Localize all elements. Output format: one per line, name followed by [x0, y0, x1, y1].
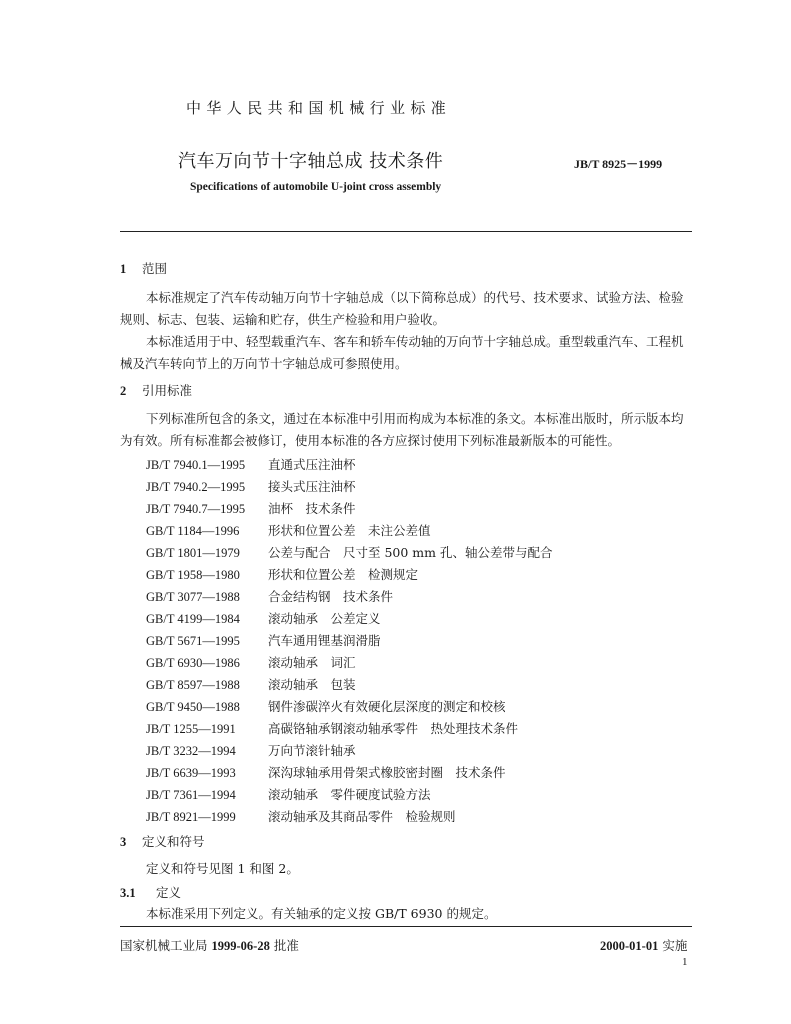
reference-title: 滚动轴承及其商品零件 检验规则: [268, 809, 456, 824]
reference-item: [146, 631, 381, 649]
reference-title: 滚动轴承 词汇: [268, 655, 356, 670]
reference-item: [146, 587, 393, 605]
approval-date: 1999-06-28: [211, 939, 270, 953]
document-title-en: Specifications of automobile U-joint cross assembly: [190, 181, 442, 193]
reference-title: 万向节滚针轴承: [268, 743, 356, 758]
reference-item: [146, 609, 381, 627]
reference-item: [146, 741, 356, 759]
reference-title: 形状和位置公差 未注公差值: [268, 523, 431, 538]
section-number: 3: [120, 835, 127, 849]
reference-code: JB/T 8921—1999: [146, 810, 236, 824]
approval-line: [120, 936, 299, 954]
section-3-1-paragraph-1: 本标准采用下列定义。有关轴承的定义按 GB/T 6930 的规定。: [146, 906, 497, 921]
reference-code: GB/T 6930—1986: [146, 656, 240, 670]
standard-number: JB/T 8925－1999: [574, 157, 663, 171]
section-1-paragraph-2: 本标准适用于中、轻型载重汽车、客车和轿车传动轴的万向节十字轴总成。重型载重汽车、工程机械及汽车转向节上的万向节十字轴总成可参照使用。: [120, 334, 684, 371]
reference-title: 公差与配合 尺寸至 500 mm 孔、轴公差带与配合: [268, 545, 553, 560]
reference-title: 接头式压注油杯: [268, 479, 356, 494]
reference-title: 滚动轴承 包装: [268, 677, 356, 692]
reference-title: 直通式压注油杯: [268, 457, 356, 472]
reference-title: 滚动轴承 公差定义: [268, 611, 381, 626]
section-title: 定义和符号: [142, 834, 205, 849]
reference-title: 钢件渗碳淬火有效硬化层深度的测定和校核: [268, 699, 506, 714]
reference-item: [146, 477, 356, 495]
reference-code: GB/T 1184—1996: [146, 524, 240, 538]
reference-code: JB/T 7940.7—1995: [146, 502, 246, 516]
section-1-paragraph-1: 本标准规定了汽车传动轴万向节十字轴总成（以下简称总成）的代号、技术要求、试验方法、检验规则、标志、包装、运输和贮存，供生产检验和用户验收。: [120, 290, 684, 327]
reference-title: 汽车通用锂基润滑脂: [268, 633, 381, 648]
section-number: 2: [120, 384, 127, 398]
section-title: 引用标准: [142, 383, 193, 398]
reference-title: 油杯 技术条件: [268, 501, 356, 516]
reference-code: JB/T 7940.2—1995: [146, 480, 246, 494]
reference-code: JB/T 3232—1994: [146, 744, 236, 758]
implementation-date: 2000-01-01: [600, 939, 659, 953]
implementation-line: [600, 936, 687, 954]
reference-code: GB/T 3077—1988: [146, 590, 240, 604]
reference-code: JB/T 1255—1991: [146, 722, 236, 736]
reference-item: [146, 697, 506, 715]
reference-item: [146, 675, 356, 693]
reference-item: [146, 807, 456, 825]
reference-item: [146, 763, 506, 781]
section-1-heading: [120, 259, 167, 277]
reference-item: [146, 719, 518, 737]
reference-item: [146, 785, 431, 803]
reference-code: GB/T 1958—1980: [146, 568, 240, 582]
header-divider: [120, 231, 692, 232]
section-number: 1: [120, 262, 127, 276]
reference-code: JB/T 7940.1—1995: [146, 458, 246, 472]
reference-item: [146, 499, 356, 517]
reference-title: 高碳铬轴承钢滚动轴承零件 热处理技术条件: [268, 721, 519, 736]
section-2-heading: [120, 381, 192, 399]
approval-label: 批准: [273, 938, 299, 953]
reference-code: GB/T 5671—1995: [146, 634, 240, 648]
reference-code: JB/T 6639—1993: [146, 766, 236, 780]
page-number: 1: [682, 956, 688, 968]
reference-item: [146, 565, 418, 583]
section-3-heading: [120, 832, 205, 850]
section-title: 范围: [142, 261, 168, 276]
section-2-paragraph-1: 下列标准所包含的条文，通过在本标准中引用而构成为本标准的条文。本标准出版时，所示版本均为有效。所有标准都会被修订，使用本标准的各方应探讨使用下列标准最新版本的可能性。: [120, 411, 684, 448]
reference-item: [146, 543, 553, 561]
implementation-label: 实施: [662, 938, 688, 953]
reference-code: GB/T 9450—1988: [146, 700, 240, 714]
reference-code: GB/T 1801—1979: [146, 546, 240, 560]
section-3-paragraph-1: 定义和符号见图 1 和图 2。: [146, 861, 299, 876]
document-title-cn: 汽车万向节十字轴总成 技术条件: [178, 151, 444, 172]
industry-standard-heading: 中华人民共和国机械行业标准: [186, 99, 452, 117]
reference-title: 滚动轴承 零件硬度试验方法: [268, 787, 431, 802]
section-3-1-heading: [120, 883, 181, 901]
approver: 国家机械工业局: [120, 938, 208, 953]
section-number: 3.1: [120, 886, 136, 900]
reference-code: GB/T 4199—1984: [146, 612, 240, 626]
reference-code: JB/T 7361—1994: [146, 788, 236, 802]
reference-item: [146, 455, 356, 473]
section-title: 定义: [156, 885, 182, 900]
reference-item: [146, 653, 356, 671]
reference-title: 合金结构钢 技术条件: [268, 589, 394, 604]
reference-code: GB/T 8597—1988: [146, 678, 240, 692]
reference-title: 形状和位置公差 检测规定: [268, 567, 419, 582]
reference-item: [146, 521, 431, 539]
footer-divider: [120, 926, 692, 927]
reference-title: 深沟球轴承用骨架式橡胶密封圈 技术条件: [268, 765, 506, 780]
